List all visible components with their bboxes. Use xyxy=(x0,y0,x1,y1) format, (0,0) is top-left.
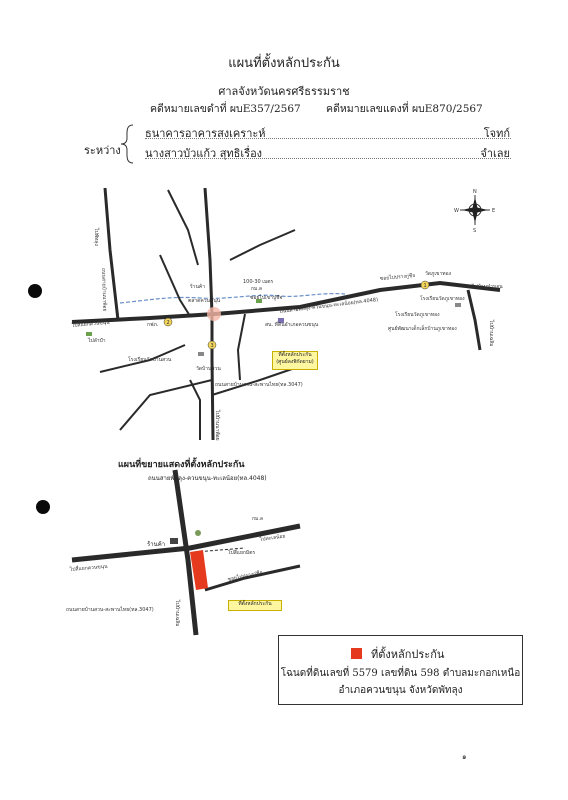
label-market: ตลาดควนขนุน xyxy=(188,298,221,304)
black-case-number: คดีหมายเลขดำที่ ผบE357/2567 xyxy=(150,103,301,115)
plaintiff-role: โจทก์ xyxy=(483,127,510,140)
compass-w: W xyxy=(454,208,459,214)
label-temple-east: วัดภูเขาทอง xyxy=(425,271,452,277)
label-school-east-2: โรงเรียนวัดภูเขาทอง xyxy=(395,312,440,318)
label-road-3047: ถนนสายบ้านสวน-สะพานไทย(ทล.3047) xyxy=(215,382,303,388)
inset-label-village: กม.ล xyxy=(252,516,263,522)
svg-text:3: 3 xyxy=(210,343,214,349)
collateral-marker-icon xyxy=(351,648,362,659)
red-case-number: คดีหมายเลขแดงที่ ผบE870/2567 xyxy=(326,103,483,115)
label-road-4048: ถนนสายพัทลุง-ควนขนุน-ทะเลน้อย(ทล.4048) xyxy=(279,296,379,315)
legend-label: ที่ตั้งหลักประกัน xyxy=(371,648,445,661)
collateral-tag-main: ที่ตั้งหลักประกัน (ศูนย์ลงพิกัดยาม) xyxy=(272,351,318,370)
tree-icon xyxy=(195,530,201,536)
document-title: แผนที่ตั้งหลักประกัน xyxy=(228,56,340,71)
inset-label-road-4048: ถนนสายพัทลุง-ควนขนุน-ทะเลน้อย(ทล.4048) xyxy=(148,475,267,482)
label-to-ban-chalerm: ไปบ้านเฉลิม xyxy=(488,320,494,347)
shop-icon xyxy=(170,538,178,544)
label-electricity: กฟภ. xyxy=(147,322,159,328)
inset-label-soi: ซอยไปปรางกู่ชีจ xyxy=(227,569,264,583)
label-to-phatthalung: ไปพัทลุง xyxy=(93,228,99,246)
label-village: กม.ล xyxy=(251,286,262,292)
inset-label-to-phatthalung: ไปทะเลน้อย xyxy=(259,533,286,543)
between-label: ระหว่าง xyxy=(84,144,121,157)
page-number: ๑ xyxy=(462,753,467,761)
inset-map-title: แผนที่ขยายแสดงที่ตั้งหลักประกัน xyxy=(118,460,245,470)
defendant-role: จำเลย xyxy=(480,147,510,160)
defendant-name: นางสาวบัวแก้ว สุทธิเรื่อง xyxy=(145,147,263,160)
label-school: โรงเรียนวัดบ้านสวน xyxy=(128,357,172,363)
legend-deed: โฉนดที่ดินเลขที่ 5579 เลขที่ดิน 598 ตำบลมะกอกเหนือ xyxy=(280,668,521,679)
label-pole: 100-30 เมตร xyxy=(243,279,274,285)
label-road-minor-top: ถนนสายบ้านนาพ้อย xyxy=(100,267,108,312)
inset-label-shop: ร้านค้า xyxy=(147,541,166,548)
label-soi-prakuchi: ซอยไปปรางกู่ชีจ xyxy=(379,272,416,282)
label-shop: ร้านค้า xyxy=(190,284,206,290)
label-to-khuan-khanun: ไปสี่แยกควนขนุน xyxy=(71,319,110,329)
inset-road-soi xyxy=(205,566,300,590)
legend-district: อำเภอควนขนุน จังหวัดพัทลุง xyxy=(338,685,463,696)
label-to-pa-bon: ไปบ้านป่าบอน xyxy=(472,284,503,290)
compass-s: S xyxy=(473,228,477,234)
inset-label-to-ban-chalerm: ไปบ้านเฉลิม xyxy=(174,600,180,627)
inset-label-pole: ไปสี่แยกมิตร xyxy=(228,550,256,556)
label-station: สน. ที่ดินอำเภอควนขนุน xyxy=(265,322,319,328)
label-temple: วัดบ้านสวน xyxy=(196,366,221,372)
inset-label-to-khuan-khanun: ไปสี่แยกควนขนุน xyxy=(69,563,108,573)
label-to-naphoi: ไปบ้านนาพ้อย xyxy=(214,410,220,441)
compass-e: E xyxy=(492,208,496,214)
compass-n: N xyxy=(473,189,477,195)
label-school-east: โรงเรียนวัดภูเขาทอง xyxy=(420,296,465,302)
svg-text:2: 2 xyxy=(166,320,170,326)
collateral-tag-inset: ที่ตั้งหลักประกัน xyxy=(228,600,282,611)
plaintiff-name: ธนาคารอาคารสงเคราะห์ xyxy=(145,127,266,140)
label-to-lamphaya: ไปลำปำ xyxy=(88,338,106,344)
label-child-center: ศูนย์พัฒนาเด็กเล็กบ้านภูเขาทอง xyxy=(388,326,457,332)
court-name: ศาลจังหวัดนครศรีธรรมราช xyxy=(218,85,350,98)
inset-label-road-3047: ถนนสายบ้านสวน-สะพานไทย(ทล.3047) xyxy=(66,607,154,613)
legend-box xyxy=(278,635,523,705)
svg-text:1: 1 xyxy=(423,283,427,289)
label-to-khao-pu: ซอยไปเขาปู่ชีจ xyxy=(250,295,283,301)
